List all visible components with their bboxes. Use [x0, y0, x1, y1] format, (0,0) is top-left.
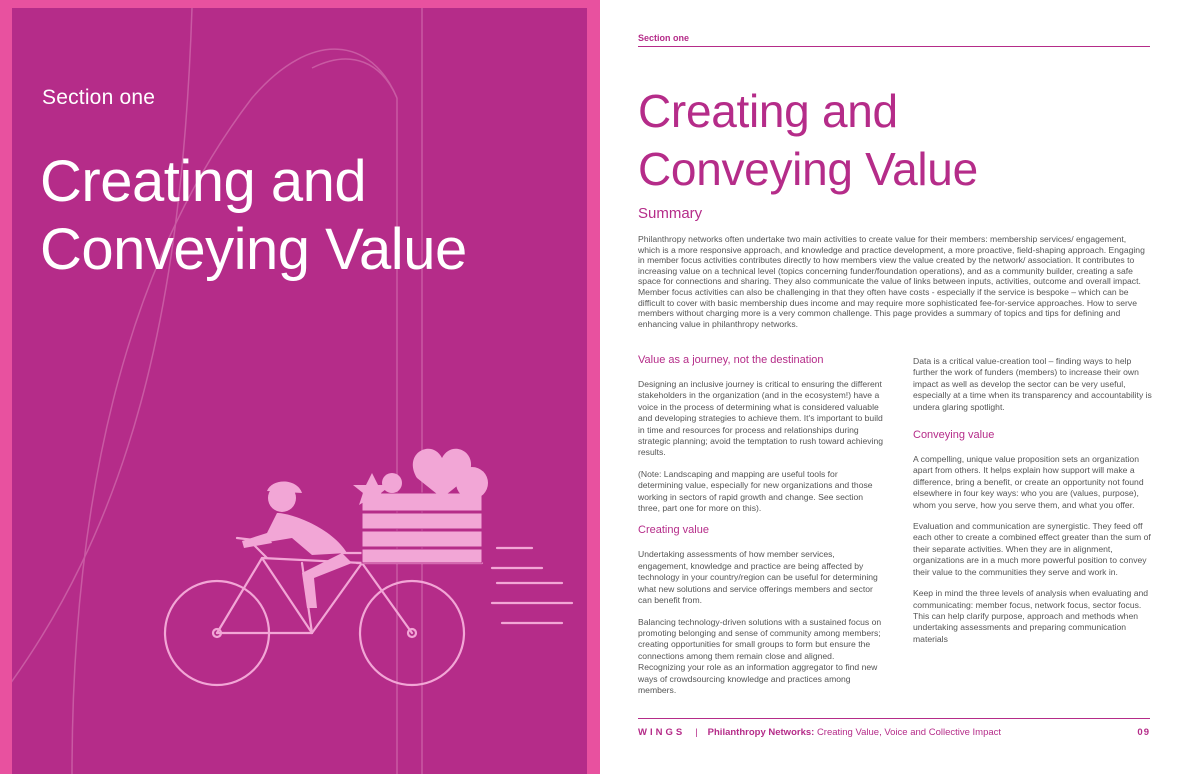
paragraph: Designing an inclusive journey is critical to ensuring the different stakeholders in the organization (and in the ecosystem!) have a voice in the process of determining what is considered valuable and developing strategies to achieve them. It's important to build in time and resources for process and relationships during strategic planning; avoid the temptation to rush toward achieving results. [638, 379, 884, 458]
running-header: Section one [638, 33, 690, 43]
footer-separator: | [695, 727, 698, 738]
footer-rule [638, 718, 1150, 719]
footer-brand: WINGS [638, 727, 686, 738]
footer-subtitle: Creating Value, Voice and Collective Impact [816, 727, 1002, 738]
left-title-line-1: Creating and [40, 149, 367, 214]
right-page [600, 0, 1200, 774]
heading-conveying-value: Conveying value [913, 429, 995, 442]
page-number: 09 [1137, 727, 1150, 738]
left-section-label: Section one [42, 86, 156, 109]
left-page-panel [12, 8, 587, 774]
paragraph: Balancing technology-driven solutions with a sustained focus on promoting belonging and sense of community among members; creating opportunities for small groups to form but ensure the connections among them remain close and aligned. Recognizing your role as an information aggregator to find new ways of crowdsourcing knowledge and practices among members. [638, 616, 882, 695]
paragraph: Undertaking assessments of how member services, engagement, knowledge and practice are being affected by technology in your country/region can be useful for determining what new solutions and service offerings members and sector can benefit from. [638, 549, 878, 606]
left-page-title [40, 148, 580, 284]
paragraph: Data is a critical value-creation tool – finding ways to help further the work of funders (members) to increase their own impact as well as develop the sector can be very useful, especially at a time when its transparency and accountability is undera glaring spotlight. [913, 356, 1152, 412]
paragraph: Keep in mind the three levels of analysis when evaluating and communicating: member focus, network focus, sector focus. This can help clarify purpose, approach and methods when undertaking assessments and preparing communication materials [913, 588, 1149, 644]
header-rule [638, 46, 1150, 47]
paragraph: A compelling, unique value proposition sets an organization apart from others. It helps explain how support will make a difference, bring a benefit, or create an opportunity not found elsewhere in four key ways: who you are (values, purpose), whom you serve, how you serve them, and what you offer. [913, 454, 1144, 510]
left-column [638, 354, 884, 706]
summary-paragraph: Philanthropy networks often undertake two main activities to create value for their members: membership services/ engagement, which is a more responsive approach, and knowledge and practice development, a more proactive, field-shaping approach. Engaging in member focus activities contributes directly to how members view the value created by the network/ association. It contributes to increasing value on a technical level (topics concerning funder/foundation operations), and as a community builder, creating a safe space for connections and sharing. They also communicate the value of links between inputs, activities, outcome and overall impact. Member focus activities can also be challenging in that they often have costs - especially if the service is bespoke – which can be difficult to cover with basic membership dues income and may require more sophisticated fee-for-service approaches. How to serve members without charging more is a very common challenge. This page provides a summary of topics and tips for defining and enhancing value in philanthropy networks. [638, 234, 1145, 329]
heading-creating-value: Creating value [638, 524, 709, 537]
paragraph: Evaluation and communication are synergistic. They feed off each other to create a combined effect greater than the sum of their separate activities. When they are in alignment, organizations are in a much more powerful position to convey their value to the communities they serve and work in. [913, 521, 1151, 577]
left-title-line-2: Conveying Value [40, 217, 467, 282]
footer-publication: Philanthropy Networks: [707, 727, 815, 738]
footer [638, 727, 1150, 741]
right-column [913, 356, 1153, 655]
summary-heading: Summary [638, 205, 703, 222]
page-title-line-1: Creating and [638, 85, 898, 137]
paragraph: (Note: Landscaping and mapping are useful tools for determining value, especially for new organizations and those working in sectors of rapid growth and change. See section three, part one for more on this). [638, 468, 873, 514]
cyclist-illustration [142, 403, 587, 703]
heading-value-journey: Value as a journey, not the destination [638, 354, 824, 366]
page-title-line-2: Conveying Value [638, 143, 978, 195]
page-title [638, 82, 1158, 198]
